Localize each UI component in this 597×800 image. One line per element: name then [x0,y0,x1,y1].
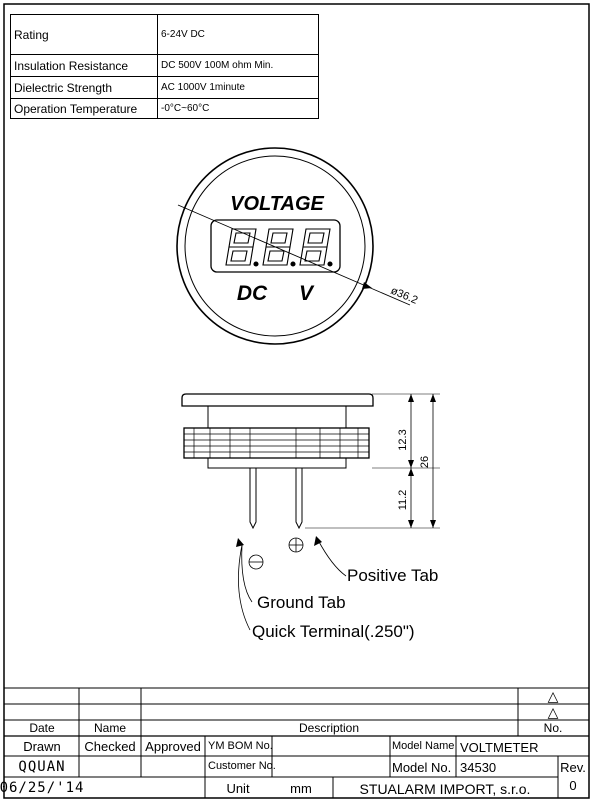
unit-value: mm [290,781,312,796]
spec-label: Operation Temperature [11,99,158,119]
diameter-label: ø36.2 [388,284,420,307]
thread-nut [184,428,369,458]
positive-tab [296,468,302,528]
revision-mark: △ [547,688,559,704]
front-view [177,148,410,344]
model-name-label: Model Name [392,740,455,752]
drawing-frame [4,4,589,798]
rev-label: Rev. [560,760,586,775]
ground-tab [250,468,256,528]
ym-bom-label: YM BOM No. [208,740,273,752]
spec-row [11,99,319,119]
body-base [208,458,346,468]
front-v-label: V [298,282,314,305]
drawn-by: QQUAN [18,759,66,775]
model-no-label: Model No. [392,760,452,775]
spec-row [11,15,319,55]
header-description: Description [298,721,360,735]
leader-positive [318,540,346,576]
seven-segment-digits [226,229,332,266]
header-date: Date [29,721,55,735]
dim-total-label: 26 [419,455,431,469]
checked-label: Checked [84,739,136,754]
diameter-arrow [362,282,372,289]
spec-table [10,14,319,119]
leader-ground [242,545,252,602]
company-name: STUALARM IMPORT, s.r.o. [359,781,531,797]
model-name-value: VOLTMETER [460,740,539,755]
spec-row [11,55,319,77]
unit-label: Unit [226,781,250,796]
neck [208,406,346,428]
quick-terminal-callout: Quick Terminal(.250") [252,622,415,641]
rev-value: 0 [569,778,577,793]
spec-row [11,77,319,99]
spec-value: -0°C~60°C [158,99,319,119]
front-dc-label: DC [236,282,268,305]
ground-tab-callout: Ground Tab [257,593,346,612]
header-name: Name [93,721,127,735]
spec-label: Dielectric Strength [11,77,158,99]
approved-label: Approved [145,739,201,754]
leader-terminal [238,545,250,630]
positive-tab-callout: Positive Tab [347,566,439,585]
spec-label: Rating [11,15,158,55]
spec-value: 6-24V DC [158,15,319,55]
dim-upper-label: 12.3 [397,429,409,451]
drawn-date: 06/25/'14 [0,780,85,796]
drawn-label: Drawn [23,739,61,754]
bezel-inner-ring [185,156,365,336]
bezel-cap [182,394,373,406]
spec-label: Insulation Resistance [11,55,158,77]
front-title: VOLTAGE [230,193,324,215]
spec-value: AC 1000V 1minute [158,77,319,99]
header-no: No. [543,721,563,735]
bezel-outer-ring [177,148,373,344]
model-no-value: 34530 [460,760,497,775]
revision-mark: △ [547,704,559,720]
thread-lines [184,428,369,458]
dim-lower-label: 11.2 [397,489,409,511]
spec-value: DC 500V 100M ohm Min. [158,55,319,77]
customer-no-label: Customer No. [208,760,276,772]
